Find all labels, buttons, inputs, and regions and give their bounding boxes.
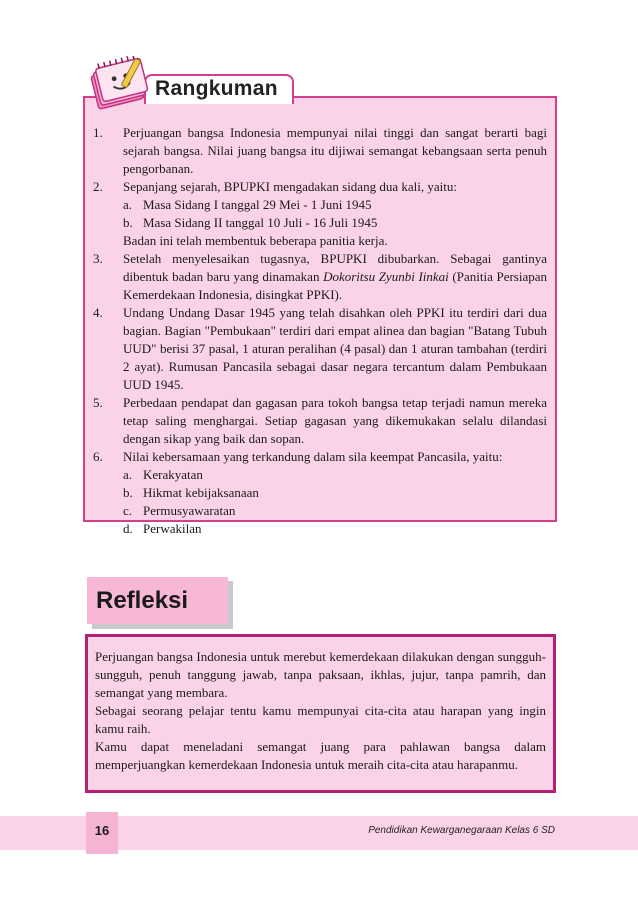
list-item [93,448,547,538]
list-item [93,178,547,250]
item-number: 2. [93,179,103,194]
sub-list-item [123,196,547,214]
notebook-pencil-icon [86,56,150,112]
sub-item-label: b. [123,485,133,500]
sub-item-text: Kerakyatan [143,467,203,482]
page-number: 16 [94,823,110,838]
rangkuman-list [93,124,547,538]
item-text: Nilai kebersamaan yang terkandung dalam sila keempat Pancasila, yaitu: [123,449,503,464]
sub-item-text: Hikmat kebijaksanaan [143,485,259,500]
item-text: (Panitia Persiapan Kemerdekaan Indonesia, disingkat PPKI). [123,269,548,302]
item-number: 1. [93,125,103,140]
sub-list [123,196,547,232]
refleksi-title: Refleksi [96,587,189,614]
sub-item-text: Permusyawaratan [143,503,236,518]
sub-item-text: Perwakilan [143,521,202,536]
sub-list-item [123,466,547,484]
list-item [93,250,547,304]
item-text-italic: Dokoritsu Zyunbi Iinkai [323,269,449,284]
sub-list [123,466,547,538]
list-item [93,304,547,394]
sub-item-label: c. [123,503,133,518]
sub-item-label: a. [123,467,133,482]
sub-item-text: Masa Sidang II tanggal 10 Juli - 16 Juli 1945 [143,215,378,230]
item-number: 3. [93,251,103,266]
refleksi-paragraph: Sebagai seorang pelajar tentu kamu mempunyai cita-cita atau harapan yang ingin kamu raih. [95,703,546,736]
sub-item-text: Masa Sidang I tanggal 29 Mei - 1 Juni 1945 [143,197,372,212]
item-text: Perbedaan pendapat dan gagasan para tokoh bangsa tetap terjadi namun mereka tetap saling menghargai. Setiap gagasan yang dikemukakan selalu dilandasi dengan sikap yang baik dan sopan. [123,395,547,446]
item-text: Undang Undang Dasar 1945 yang telah disahkan oleh PPKI itu terdiri dari dua bagian. Bagian "Pembukaan" terdiri dari empat alinea dan bagian "Batang Tubuh UUD" berisi 37 pasal, 1 aturan peralihan (4 pasal) dan 1 aturan tambahan (terdiri 2 ayat). Rumusan Pancasila sebagai dasar negara tercantum dalam Pembukaan UUD 1945. [123,305,547,392]
refleksi-paragraph: Kamu dapat meneladani semangat juang para pahlawan bangsa dalam memperjuangkan kemerdekaan Indonesia untuk meraih cita-cita atau harapanmu. [95,739,546,772]
list-item [93,394,547,448]
item-text: Setelah menyelesaikan tugasnya, BPUPKI dibubarkan. Sebagai gantinya dibentuk badan baru yang dinamakan [123,251,547,284]
sub-item-label: a. [123,197,133,212]
sub-list-item [123,214,547,232]
rangkuman-title: Rangkuman [155,77,278,100]
sub-list-item [123,520,547,538]
item-text: Sepanjang sejarah, BPUPKI mengadakan sidang dua kali, yaitu: [123,179,457,194]
sub-list-item [123,502,547,520]
item-number: 5. [93,395,103,410]
item-number: 4. [93,305,103,320]
refleksi-paragraph: Perjuangan bangsa Indonesia untuk merebut kemerdekaan dilakukan dengan sungguh-sungguh, penuh tanggung jawab, tanpa paksaan, ikhlas, jujur, tanpa pamrih, dan semangat yang membara. [95,649,546,700]
refleksi-text [95,648,546,774]
sub-item-label: d. [123,521,133,536]
sub-item-label: b. [123,215,133,230]
item-after-text: Badan ini telah membentuk beberapa panitia kerja. [123,233,388,248]
list-item [93,124,547,178]
book-title: Pendidikan Kewarganegaraan Kelas 6 SD [368,825,555,836]
sub-list-item [123,484,547,502]
item-number: 6. [93,449,103,464]
item-text: Perjuangan bangsa Indonesia mempunyai nilai tinggi dan sangat berarti bagi sejarah bangsa. Nilai juang bangsa itu dijiwai semangat kebangsaan serta penuh pengorbanan. [123,125,547,176]
